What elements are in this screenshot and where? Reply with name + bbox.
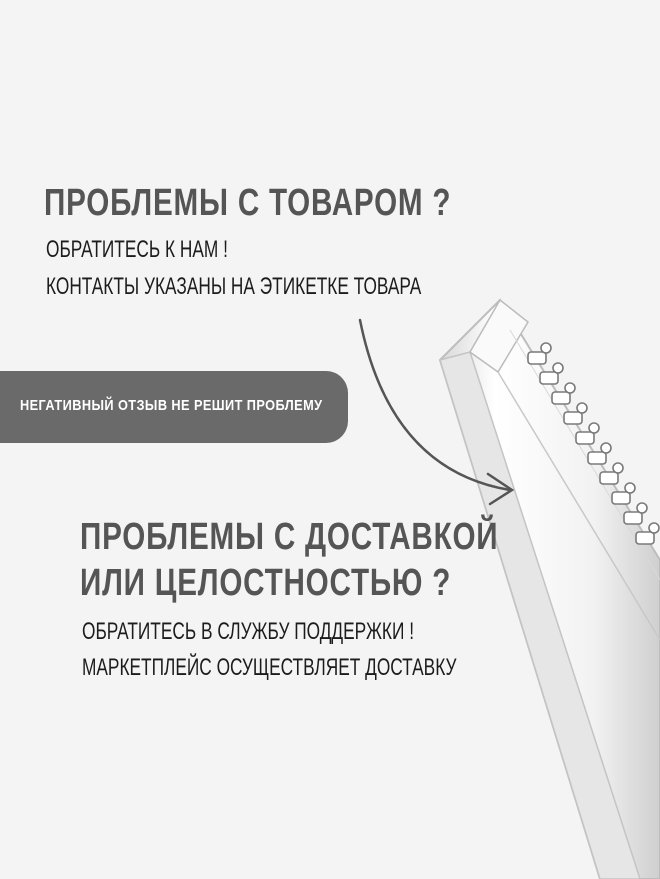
contacts-on-label-text: КОНТАКТЫ УКАЗАНЫ НА ЭТИКЕТКЕ ТОВАРА — [46, 273, 422, 300]
contact-support-text: ОБРАТИТЕСЬ В СЛУЖБУ ПОДДЕРЖКИ ! — [82, 618, 415, 645]
delivery-problem-heading-line2: ИЛИ ЦЕЛОСТНОСТЬЮ ? — [80, 562, 452, 604]
delivery-problem-heading-line1: ПРОБЛЕМЫ С ДОСТАВКОЙ — [80, 516, 499, 558]
banner-text: НЕГАТИВНЫЙ ОТЗЫВ НЕ РЕШИТ ПРОБЛЕМУ — [20, 397, 323, 414]
product-problem-heading: ПРОБЛЕМЫ С ТОВАРОМ ? — [44, 182, 452, 224]
negative-review-banner — [0, 371, 348, 443]
contact-us-text: ОБРАТИТЕСЬ К НАМ ! — [46, 236, 228, 263]
marketplace-delivery-text: МАРКЕТПЛЕЙС ОСУЩЕСТВЛЯЕТ ДОСТАВКУ — [82, 654, 457, 681]
